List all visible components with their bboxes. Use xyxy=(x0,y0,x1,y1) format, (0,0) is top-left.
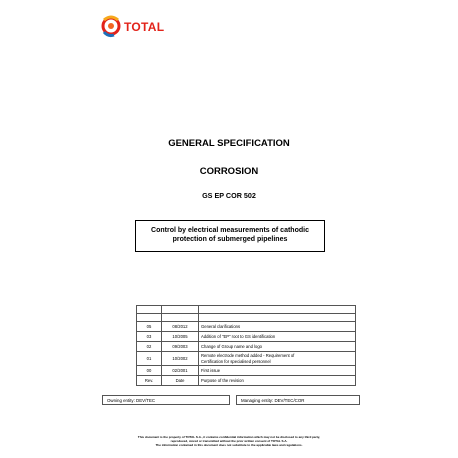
date-cell: 08/2012 xyxy=(162,322,199,332)
date-cell: 10/2005 xyxy=(162,332,199,342)
total-logo xyxy=(100,14,190,40)
logo-text: TOTAL xyxy=(124,20,165,34)
date-header: Date xyxy=(162,376,199,386)
rev-cell xyxy=(137,314,162,322)
purpose-cell: First issue xyxy=(199,366,356,376)
confidentiality-footer xyxy=(0,436,458,447)
purpose-cell: General clarifications xyxy=(199,322,356,332)
footer-line-3: The information contained in this document does not substitute to the applicable laws and regulations. xyxy=(155,442,303,447)
revision-table xyxy=(136,305,356,386)
purpose-cell xyxy=(199,314,356,322)
document-subtitle: CORROSION xyxy=(199,166,259,177)
table-header-row xyxy=(137,376,356,386)
purpose-header: Purpose of the revision xyxy=(199,376,356,386)
total-logo-icon xyxy=(100,14,122,38)
rev-header: Rev. xyxy=(137,376,162,386)
date-cell: 09/2003 xyxy=(162,342,199,352)
document-reference: GS EP COR 502 xyxy=(202,191,256,200)
date-cell: 10/2002 xyxy=(162,352,199,366)
purpose-cell xyxy=(199,352,356,366)
footer-line-2: reproduced, stored or transmitted without the prior written consent of TOTAL S.A. xyxy=(170,438,288,443)
subject-line-1: Control by electrical measurements of cathodic xyxy=(151,227,309,235)
table-row xyxy=(137,322,356,332)
footer-line-1: This document is the property of TOTAL S.A., it contains confidential information which may not be disclosed to any third party, xyxy=(137,435,321,439)
table-row xyxy=(137,332,356,342)
table-row xyxy=(137,342,356,352)
purpose-cell xyxy=(199,306,356,314)
table-row xyxy=(137,352,356,366)
subject-box xyxy=(135,220,325,252)
rev-cell: 05 xyxy=(137,322,162,332)
table-row xyxy=(137,314,356,322)
document-type-title: GENERAL SPECIFICATION xyxy=(168,138,290,149)
rev-cell: 03 xyxy=(137,332,162,342)
purpose-line-1: Remote electrode method added - Requirement of xyxy=(201,353,295,359)
owning-entity: Owning entity: DEV/TEC xyxy=(102,395,230,405)
table-row xyxy=(137,306,356,314)
purpose-line-2: Certification for specialised personnel xyxy=(201,358,271,364)
date-cell: 02/2001 xyxy=(162,366,199,376)
date-cell xyxy=(162,306,199,314)
managing-entity: Managing entity: DEV/TEC/COR xyxy=(236,395,360,405)
purpose-cell: Change of Group name and logo xyxy=(199,342,356,352)
date-cell xyxy=(162,314,199,322)
rev-cell: 02 xyxy=(137,342,162,352)
rev-cell: 01 xyxy=(137,352,162,366)
subject-line-2: protection of submerged pipelines xyxy=(172,236,288,243)
purpose-cell: Addition of "EP" root to GS identification xyxy=(199,332,356,342)
rev-cell: 00 xyxy=(137,366,162,376)
rev-cell xyxy=(137,306,162,314)
table-row xyxy=(137,366,356,376)
